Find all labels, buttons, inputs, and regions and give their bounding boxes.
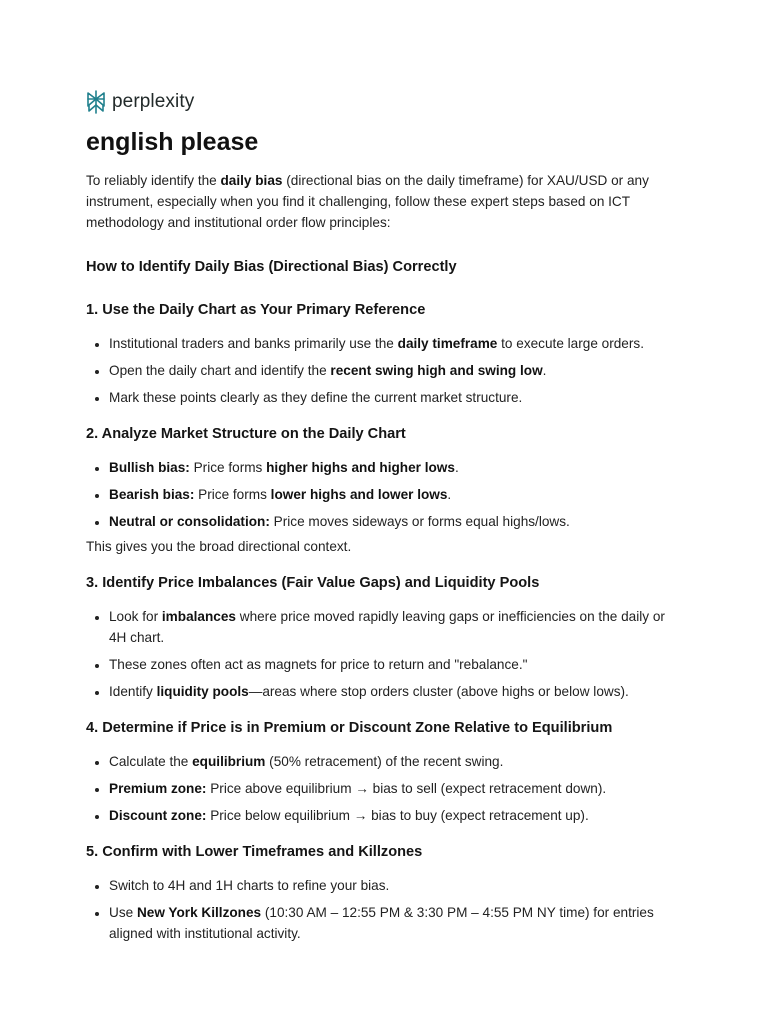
section-note: This gives you the broad directional context. [86,539,352,554]
section-2 [86,424,686,557]
section-4 [86,718,686,826]
main-heading: How to Identify Daily Bias (Directional Bias) Correctly [86,259,457,275]
list-item: • Look for imbalances where price moved rapidly leaving gaps or inefficiencies on the daily or 4H chart. [109,606,686,648]
section-5 [86,842,686,944]
list-item: • Premium zone: Price above equilibrium → bias to sell (expect retracement down). [109,778,686,799]
answer-content [86,170,686,960]
list-item: • Institutional traders and banks primarily use the daily timeframe to execute large orders. [109,333,686,354]
section-heading: 4. Determine if Price is in Premium or Discount Zone Relative to Equilibrium [86,720,613,736]
list-item: • Bearish bias: Price forms lower highs and lower lows. [109,484,686,505]
logo-text: perplexity [112,91,195,112]
list-item: • Calculate the equilibrium (50% retracement) of the recent swing. [109,751,686,772]
bullet-list [86,751,686,826]
list-item: • Bullish bias: Price forms higher highs and higher lows. [109,457,686,478]
list-item: • Neutral or consolidation: Price moves sideways or forms equal highs/lows. [109,511,686,532]
page-title: english please [86,128,259,156]
sections-container [86,300,686,944]
section-3 [86,573,686,702]
brand-logo[interactable] [86,90,194,114]
list-item: • Identify liquidity pools—areas where stop orders cluster (above highs or below lows). [109,681,686,702]
bullet-list [86,457,686,532]
list-item: • Mark these points clearly as they define the current market structure. [109,387,686,408]
list-item: • Use New York Killzones (10:30 AM – 12:55 PM & 3:30 PM – 4:55 PM NY time) for entries aligned with institutional activity. [109,902,686,944]
section-heading: 5. Confirm with Lower Timeframes and Killzones [86,844,423,860]
section-heading: 1. Use the Daily Chart as Your Primary Reference [86,302,426,318]
list-item: • Open the daily chart and identify the recent swing high and swing low. [109,360,686,381]
perplexity-logo-icon [86,90,106,114]
intro-paragraph: To reliably identify the daily bias (directional bias on the daily timeframe) for XAU/USD or any instrument, especially when you find it challenging, follow these expert steps based on ICT methodology and institutional order flow principles: [86,173,649,230]
list-item: • Switch to 4H and 1H charts to refine your bias. [109,875,686,896]
section-1 [86,300,686,408]
bullet-list [86,875,686,944]
section-heading: 2. Analyze Market Structure on the Daily Chart [86,426,406,442]
bullet-list [86,333,686,408]
list-item: • These zones often act as magnets for price to return and "rebalance." [109,654,686,675]
section-heading: 3. Identify Price Imbalances (Fair Value Gaps) and Liquidity Pools [86,575,540,591]
list-item: • Discount zone: Price below equilibrium → bias to buy (expect retracement up). [109,805,686,826]
bullet-list [86,606,686,702]
